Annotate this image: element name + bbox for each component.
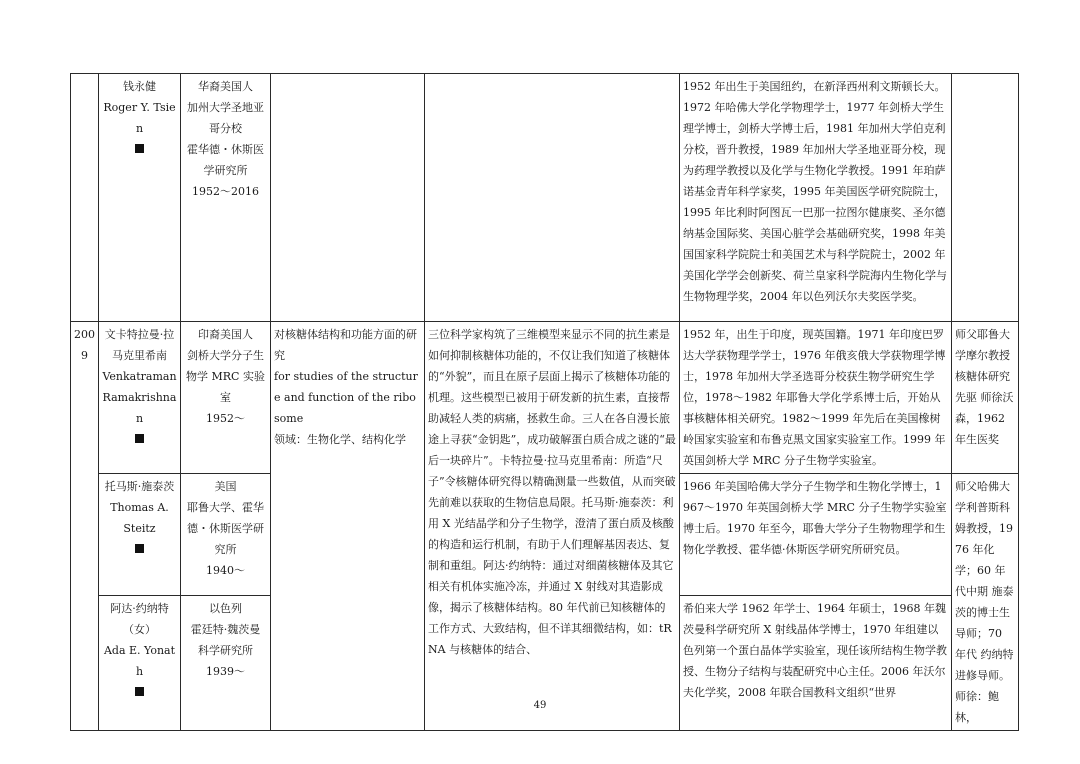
org-line: 以色列: [209, 601, 242, 615]
mentor-cell: 师父哈佛大学利普斯科姆教授，1976 年化学；60 年代中期 施泰茨的博士生导师；70 年代 约纳特进修导师。师徐：鲍林，: [952, 474, 1019, 731]
laureate-name-line: Venkatraman: [102, 370, 177, 383]
table-row: [71, 74, 1019, 322]
org-line: 1952～2016: [192, 185, 259, 198]
black-square-marker: [135, 544, 144, 553]
year-cell: 2009: [71, 322, 99, 731]
laureate-name-cell: [99, 322, 181, 474]
org-line: 霍华德・休斯医: [187, 143, 264, 156]
field-line-en: for studies of the structure and function of the ribosome: [274, 370, 418, 425]
org-line: 究所: [214, 543, 237, 556]
laureate-bio-cell: 1952 年，出生于印度，现英国籍。1971 年印度巴罗达大学获物理学学士，1976 年俄亥俄大学获物理学博士，1978 年加州大学圣选哥分校获生物学研究生学位，1978～1982 年耶鲁大学化学系博士后，开始从事核糖体相关研究。1982～1999 年先后在美国橡树岭国家实验室和布鲁克黑文国家实验室工作。1999 年英国剑桥大学 MRC 分子生物学实验室。: [680, 322, 952, 474]
laureate-bio-cell: 1966 年美国哈佛大学分子生物学和生物化学博士，1967～1970 年英国剑桥大学 MRC 分子生物学实验室博士后。1970 年至今，耶鲁大学分子生物物理学和生物化学教授、霍华德·休斯医学研究所研究员。: [680, 474, 952, 596]
laureate-name-cell: [99, 74, 181, 322]
laureate-name-line: 阿达·约纳特: [110, 601, 169, 615]
mentor-cell: 师父耶鲁大学摩尔教授核糖体研究先驱 师徐沃森，1962 年生医奖: [952, 322, 1019, 474]
laureate-bio-cell: 1952 年出生于美国纽约，在新泽西州利文斯顿长大。1972 年哈佛大学化学物理学士，1977 年剑桥大学生理学博士，剑桥大学博士后，1981 年加州大学伯克利分校，晋升教授，1989 年加州大学圣地亚哥分校，现为药理学教授以及化学与生物化学教授。1991 年珀萨诺基金青年科学家奖，1995 年美国医学研究院院士，1995 年比利时阿图瓦一巴那一拉图尔健康奖、圣尔德纳基金国际奖、美国心脏学会基础研究奖，1998 年美国国家科学院院士和美国艺术与科学院院士，2002 年美国化学学会创新奖、荷兰皇家科学院海内生物化学与生物物理学奖，2004 年以色列沃尔夫奖医学奖。: [680, 74, 952, 322]
black-square-marker: [135, 687, 144, 696]
contribution-cell: [425, 74, 680, 322]
laureate-name-line: Ada E. Yonath: [103, 643, 176, 678]
laureate-name-line: （女）: [123, 622, 156, 636]
org-line: 美国: [214, 480, 237, 493]
laureate-name-en: Roger Y. Tsien: [103, 101, 176, 135]
org-line: 1939～: [206, 664, 245, 678]
field-line-domain: 领域：生物化学、结构化学: [274, 433, 406, 446]
laureate-name-line: 托马斯·施泰茨: [104, 480, 175, 493]
org-line: 科学研究所: [198, 643, 253, 657]
org-line: 霍廷特·魏茨曼: [190, 622, 261, 636]
org-line: 剑桥大学分子生: [187, 349, 264, 362]
year-cell: [71, 74, 99, 322]
laureate-name-cn: 钱永健: [123, 80, 156, 93]
laureate-name-line: Thomas A.: [110, 501, 169, 514]
org-line: 德・休斯医学研: [187, 522, 264, 535]
org-line: 物学 MRC 实验: [186, 370, 265, 383]
black-square-marker: [135, 434, 144, 443]
contribution-cell: 三位科学家构筑了三维模型来显示不同的抗生素是如何抑制核糖体功能的，不仅让我们知道了核糖体的“外貌”，而且在原子层面上揭示了核糖体功能的机理。这些模型已被用于研发新的抗生素，直接帮助减轻人类的病痛，拯救生命。三人在各自漫长旅途上寻获“金钥匙”，成功破解蛋白质合成之谜的“最后一块碎片”。卡特拉曼·拉马克里希南：所造“尺子”令核糖体研究得以精确测量一些数值，从而突破先前难以获取的生物信息局限。托马斯·施泰茨：利用 X 光结晶学和分子生物学，澄清了蛋白质及核酸的构造和运行机制，有助于人们理解基因表达、复制和重组。阿达·约纳特：通过对细菌核糖体及其它相关有机体实施冷冻，并通过 X 射线对其造影成像，揭示了核糖体结构。80 年代前已知核糖体的工作方式、大致结构，但不详其细微结构，如：tRNA 与核糖体的结合、: [425, 322, 680, 731]
laureate-name-line: 文卡特拉曼·拉: [104, 328, 175, 341]
laureate-org-cell: [181, 322, 271, 474]
laureate-name-line: Steitz: [123, 522, 156, 535]
org-line: 耶鲁大学、霍华: [187, 501, 264, 514]
laureate-name-cell: [99, 474, 181, 596]
laureate-name-line: Ramakrishnan: [102, 391, 177, 425]
page-number: 49: [533, 700, 547, 711]
org-line: 室: [220, 391, 231, 404]
org-line: 学研究所: [203, 164, 248, 177]
org-line: 1940～: [206, 564, 245, 577]
laureate-org-cell: [181, 74, 271, 322]
org-line: 华裔美国人: [198, 80, 253, 93]
field-cell: [271, 322, 425, 731]
table-row: [71, 322, 1019, 474]
laureate-org-cell: [181, 474, 271, 596]
laureate-bio-cell: 希伯来大学 1962 年学士、1964 年硕士，1968 年魏茨曼科学研究所 X 射线晶体学博士，1970 年组建以色列第一个蛋白晶体学实验室，现任该所结构生物学教授、生物分子结构与装配研究中心主任。2006 年沃尔夫化学奖，2008 年联合国教科文组织“世界: [680, 595, 952, 730]
org-line: 1952～: [206, 412, 245, 425]
org-line: 印裔美国人: [198, 328, 253, 341]
mentor-cell: [952, 74, 1019, 322]
black-square-marker: [135, 144, 144, 153]
laureate-name-line: 马克里希南: [112, 349, 167, 362]
org-line: 哥分校: [209, 122, 242, 135]
field-line-cn: 对核糖体结构和功能方面的研究: [274, 328, 417, 362]
field-cell: [271, 74, 425, 322]
org-line: 加州大学圣地亚: [187, 101, 264, 114]
laureate-table: [70, 73, 1019, 731]
